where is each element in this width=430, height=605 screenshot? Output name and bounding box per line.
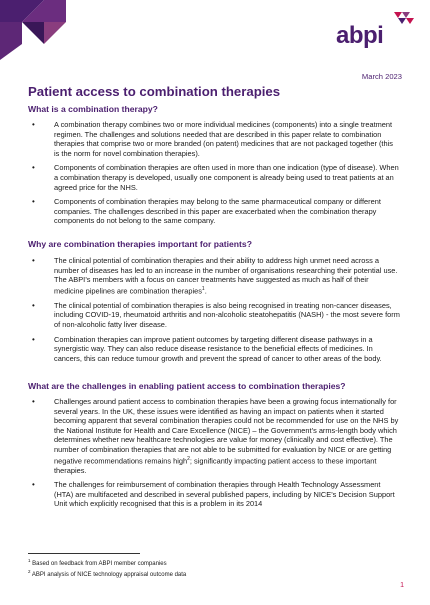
section-bullets-why-important [28, 256, 400, 368]
section-heading-why-important: Why are combination therapies important for patients? [28, 239, 252, 249]
document-date: March 2023 [361, 72, 402, 81]
section-heading-challenges: What are the challenges in enabling patient access to combination therapies? [28, 381, 346, 391]
footnote: $^1$ Based on feedback from ABPI member companies [28, 558, 167, 567]
list-item: • Components of combination therapies are often used in more than one indication (type of disease). When a combination therapy is developed, usually one component is already being used to treat patients at an agreed price for the NHS. [28, 163, 400, 192]
list-item: • The clinical potential of combination therapies and their ability to address high unmet need across a number of diseases has led to an increase in the number of organisations researching their potential use. The ABPI’s members with a focus on cancer treatments have suggested as much as half of their medicine pipelines are combination therapies$^1$. [28, 256, 400, 296]
section-heading-what-is: What is a combination therapy? [28, 104, 158, 114]
footnotes [28, 557, 186, 579]
abpi-logo[interactable]: abpi [336, 22, 384, 49]
list-item: • Challenges around patient access to combination therapies have been a growing focus internationally for several years. In the UK, these issues were identified as having an impact on patients when it started becoming apparent that several combination therapies could not be recommended for use on the NHS by the National Institute for Health and Care Excellence (NICE) – the Government’s arms-length body which determines whether new healthcare technologies are value for money (clinically and cost effective). The number of combination therapies that are not able to be submitted for evaluation by NICE or are getting negative recommendations remains high$^2$; significantly impacting patient access to these important therapies. [28, 397, 400, 475]
page-title: Patient access to combination therapies [28, 84, 281, 99]
footnote: $^2$ ABPI analysis of NICE technology appraisal outcome data [28, 569, 187, 578]
list-item: • A combination therapy combines two or more individual medicines (components) into a single treatment regimen. The challenges and solutions needed that are described in this paper relate to combination therapies that comprise two or more branded (on patent) medicines that are not packaged together (this is the norm for novel combination therapies). [28, 120, 400, 158]
list-item: • Combination therapies can improve patient outcomes by targeting different disease pathways in a synergistic way. They can also reduce disease resistance to the beneficial effects of medicines. In cancers, this can reduce tumour growth and prevent the spread of cancer to other areas of the body. [28, 335, 400, 364]
section-bullets-what-is [28, 120, 400, 231]
footnote-ref[interactable]: 1 [201, 285, 205, 292]
list-item: • The challenges for reimbursement of combination therapies through Health Technology Assessment (HTA) are multifaceted and described in several published papers, including by NICE’s Decision Support Unit which explicitly recognised that this is a problem in its 2014 [28, 480, 400, 509]
list-item: • The clinical potential of combination therapies is also being recognised in treating non-cancer diseases, including COVID-19, rheumatoid arthritis and non-alcoholic steatohepatitis (NASH) - the most severe form of non-alcoholic fatty liver disease. [28, 301, 400, 330]
page-number: 1 [400, 582, 404, 589]
list-item: • Components of combination therapies may belong to the same pharmaceutical company or different companies. The challenges described in this paper are exacerbated when the combination therapy components do not belong to the same company. [28, 197, 400, 226]
footnote-ref[interactable]: 2 [187, 455, 190, 462]
section-bullets-challenges [28, 397, 400, 514]
footnote-divider [28, 553, 140, 554]
corner-decoration [0, 0, 80, 60]
